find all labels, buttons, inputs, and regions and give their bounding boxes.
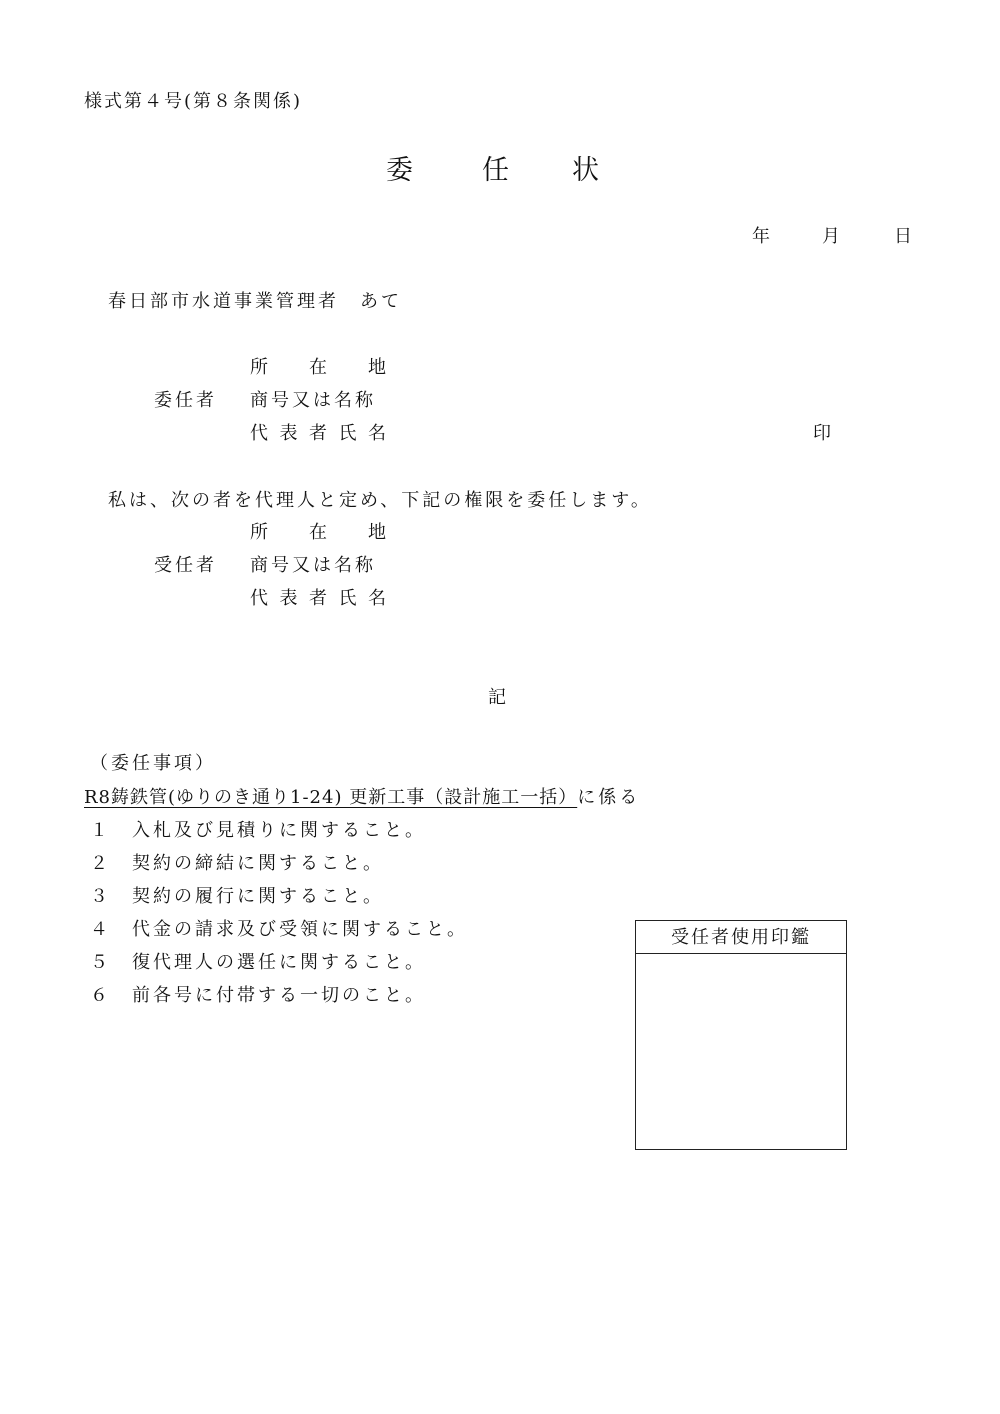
project-suffix: に係る (577, 787, 641, 808)
label-char: 地 (368, 357, 386, 378)
list-item (90, 984, 426, 1008)
delegation-statement: 私は、次の者を代理人と定め、下記の権限を委任します。 (108, 490, 652, 511)
delegate-role: 受任者 (154, 555, 217, 576)
item-number: １ (90, 820, 111, 841)
ki-heading: 記 (488, 687, 506, 708)
addressee: 春日部市水道事業管理者 あて (108, 291, 402, 312)
matters-heading: （委任事項） (90, 753, 216, 774)
form-number: 様式第４号(第８条関係) (84, 91, 303, 112)
label-char: 氏 (338, 423, 357, 444)
label-char: 者 (309, 423, 327, 444)
item-number: ３ (90, 886, 111, 907)
label-char: 所 (250, 357, 268, 378)
list-item (90, 885, 384, 909)
label-char: 代 (250, 588, 268, 609)
delegate-rep-label (250, 587, 386, 611)
project-name: R8鋳鉄管(ゆりのき通り1-24) 更新工事（設計施工一括） (84, 787, 578, 808)
delegator-rep-label (250, 422, 386, 446)
item-text: 入札及び見積りに関すること。 (132, 820, 426, 841)
date-day: 日 (894, 226, 912, 247)
delegate-name-label: 商号又は名称 (250, 555, 376, 576)
label-char: 名 (368, 588, 386, 609)
item-text: 前各号に付帯する一切のこと。 (132, 985, 426, 1006)
item-number: ２ (90, 853, 111, 874)
item-number: ４ (90, 919, 111, 940)
list-item (90, 918, 468, 942)
label-char: 氏 (338, 588, 357, 609)
date-month: 月 (822, 226, 840, 247)
item-text: 契約の締結に関すること。 (132, 853, 384, 874)
title-char-2: 任 (482, 155, 509, 186)
delegate-seal-box (635, 920, 847, 1150)
list-item (90, 819, 426, 843)
date-year: 年 (752, 226, 770, 247)
label-char: 在 (309, 522, 327, 543)
delegator-role: 委任者 (154, 390, 217, 411)
title-char-1: 委 (386, 155, 413, 186)
delegator-name-label: 商号又は名称 (250, 390, 376, 411)
label-char: 代 (250, 423, 268, 444)
label-char: 所 (250, 522, 268, 543)
seal-mark: 印 (813, 423, 831, 444)
delegate-address-label (250, 521, 386, 545)
label-char: 表 (279, 423, 298, 444)
label-char: 表 (279, 588, 298, 609)
item-text: 復代理人の選任に関すること。 (132, 952, 426, 973)
label-char: 者 (309, 588, 327, 609)
label-char: 在 (309, 357, 327, 378)
delegator-address-label (250, 356, 386, 380)
list-item (90, 852, 384, 876)
label-char: 地 (368, 522, 386, 543)
label-char: 名 (368, 423, 386, 444)
project-line (84, 786, 640, 810)
item-text: 契約の履行に関すること。 (132, 886, 384, 907)
title-char-3: 状 (572, 155, 599, 186)
item-number: ６ (90, 985, 111, 1006)
document-title (386, 154, 599, 188)
list-item (90, 951, 426, 975)
item-number: ５ (90, 952, 111, 973)
item-text: 代金の請求及び受領に関すること。 (132, 919, 468, 940)
seal-box-label: 受任者使用印鑑 (636, 921, 846, 954)
